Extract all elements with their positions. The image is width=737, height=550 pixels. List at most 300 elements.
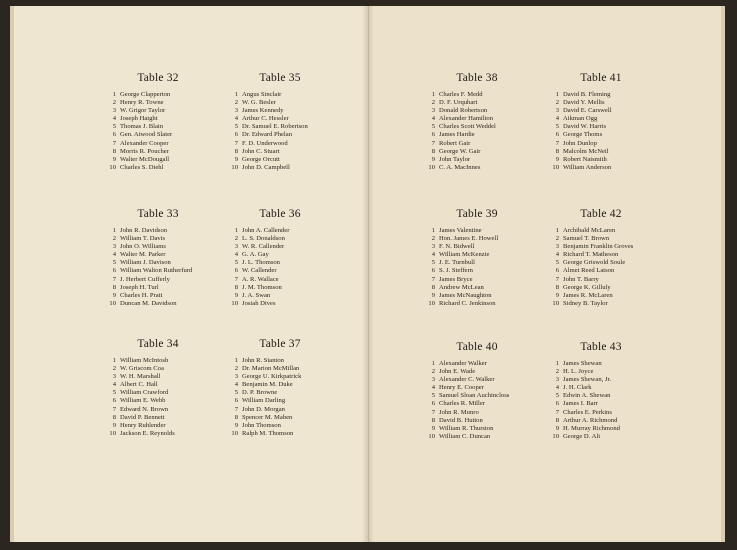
guest-name: James R. McLaren <box>563 291 613 299</box>
seat-number: 4 <box>431 115 435 123</box>
seat-number: 4 <box>112 381 116 389</box>
guest-list <box>226 357 356 438</box>
seat-number: 3 <box>112 373 116 381</box>
guest-name: W. H. Marshall <box>120 373 161 381</box>
guest-row <box>423 376 553 384</box>
seating-table <box>104 208 234 308</box>
seating-table <box>547 72 677 172</box>
seating-table <box>547 341 677 441</box>
guest-row <box>547 259 677 267</box>
guest-row <box>226 276 356 284</box>
guest-row <box>104 164 234 172</box>
seating-table <box>423 208 553 308</box>
guest-row <box>226 389 356 397</box>
guest-list <box>104 227 234 308</box>
guest-name: J. L. Thomson <box>242 259 280 267</box>
guest-row <box>547 368 677 376</box>
guest-name: W. Grigor Taylor <box>120 107 166 115</box>
seat-number: 10 <box>428 299 435 307</box>
seat-number: 8 <box>234 283 238 291</box>
guest-row <box>104 267 234 275</box>
seat-number: 5 <box>555 392 559 400</box>
guest-name: John A. Callender <box>242 227 290 234</box>
guest-row <box>104 422 234 430</box>
guest-row <box>226 107 356 115</box>
seat-number: 7 <box>431 275 435 283</box>
seat-number: 5 <box>555 123 559 131</box>
guest-name: George Clapperton <box>120 91 171 98</box>
table-title: Table 39 <box>456 208 498 220</box>
guest-row <box>104 284 234 292</box>
guest-name: Sidney B. Taylor <box>563 299 608 307</box>
guest-name: Malcolm McNeil <box>563 147 609 155</box>
seat-number: 1 <box>234 91 238 98</box>
guest-row <box>104 259 234 267</box>
guest-row <box>547 140 677 148</box>
guest-name: John R. Munro <box>439 408 479 416</box>
guest-name: Thomas J. Blain <box>120 123 164 131</box>
guest-name: William E. Webb <box>120 397 166 405</box>
seat-number: 10 <box>552 299 559 307</box>
guest-row <box>423 123 553 131</box>
seat-number: 8 <box>234 147 238 155</box>
guest-name: J. A. Swan <box>242 291 271 299</box>
book-spine <box>362 6 374 542</box>
guest-row <box>423 284 553 292</box>
seat-number: 2 <box>555 235 559 243</box>
seat-number: 3 <box>234 243 238 251</box>
seat-number: 8 <box>234 413 238 421</box>
page-edge-right <box>721 6 725 542</box>
guest-name: Duncan M. Davidson <box>120 299 177 307</box>
guest-row <box>226 422 356 430</box>
guest-row <box>547 123 677 131</box>
guest-name: Hon. James E. Howell <box>439 235 499 243</box>
table-title: Table 35 <box>259 72 301 84</box>
guest-name: Dr. Marion McMillan <box>242 365 300 373</box>
guest-name: Alexander Cooper <box>120 139 169 147</box>
seat-number: 9 <box>234 421 238 429</box>
seat-number: 7 <box>431 408 435 416</box>
guest-row <box>226 123 356 131</box>
seat-number: 9 <box>112 155 116 163</box>
seat-number: 8 <box>431 147 435 155</box>
guest-name: Benjamin Franklin Groves <box>563 243 634 251</box>
guest-name: Arthur A. Richmond <box>563 416 618 424</box>
guest-row <box>226 373 356 381</box>
seat-number: 6 <box>431 400 435 408</box>
guest-name: Samuel Sloan Auchincloss <box>439 392 510 400</box>
guest-row <box>423 243 553 251</box>
guest-row <box>547 417 677 425</box>
seat-number: 8 <box>112 283 116 291</box>
guest-row <box>547 284 677 292</box>
guest-row <box>547 235 677 243</box>
seat-number: 3 <box>431 107 435 115</box>
guest-row <box>226 292 356 300</box>
guest-row <box>226 300 356 308</box>
guest-row <box>423 131 553 139</box>
seat-number: 9 <box>555 424 559 432</box>
guest-row <box>547 300 677 308</box>
guest-row <box>104 397 234 405</box>
guest-row <box>547 115 677 123</box>
guest-name: Gen. Atwood Slater <box>120 131 173 139</box>
seat-number: 9 <box>431 155 435 163</box>
guest-name: L. S. Donaldson <box>242 235 285 243</box>
guest-row <box>226 251 356 259</box>
seat-number: 2 <box>234 365 238 373</box>
guest-name: James Hardie <box>439 131 475 139</box>
seat-number: 4 <box>234 381 238 389</box>
seat-number: 6 <box>555 131 559 139</box>
table-title: Table 38 <box>456 72 498 84</box>
guest-row <box>226 381 356 389</box>
guest-name: Joseph Haight <box>120 115 158 123</box>
seat-number: 5 <box>234 389 238 397</box>
guest-name: William McKenzie <box>439 251 490 259</box>
guest-name: Albert C. Hall <box>120 381 158 389</box>
seat-number: 1 <box>234 227 238 234</box>
seat-number: 8 <box>112 413 116 421</box>
seat-number: 5 <box>431 259 435 267</box>
guest-row <box>423 99 553 107</box>
guest-row <box>226 267 356 275</box>
guest-row <box>547 164 677 172</box>
seat-number: 1 <box>112 227 116 234</box>
seat-number: 8 <box>555 283 559 291</box>
guest-row <box>547 360 677 368</box>
seat-number: 2 <box>431 235 435 243</box>
guest-row <box>423 400 553 408</box>
guest-name: Arthur C. Hessler <box>242 115 289 123</box>
seat-number: 4 <box>555 115 559 123</box>
guest-row <box>547 251 677 259</box>
seat-number: 10 <box>428 163 435 171</box>
seat-number: 6 <box>234 267 238 275</box>
guest-row <box>547 433 677 441</box>
guest-row <box>226 148 356 156</box>
seat-number: 1 <box>555 227 559 234</box>
seat-number: 5 <box>112 259 116 267</box>
guest-list <box>423 227 553 308</box>
guest-name: Josiah Dives <box>242 299 276 307</box>
seat-number: 7 <box>112 139 116 147</box>
guest-row <box>423 148 553 156</box>
guest-row <box>104 373 234 381</box>
seat-number: 10 <box>231 429 238 437</box>
seat-number: 6 <box>234 397 238 405</box>
guest-name: John Thomson <box>242 421 281 429</box>
table-title: Table 32 <box>137 72 179 84</box>
seat-number: 7 <box>112 275 116 283</box>
guest-row <box>423 384 553 392</box>
seat-number: 4 <box>431 251 435 259</box>
guest-row <box>104 156 234 164</box>
guest-row <box>104 99 234 107</box>
guest-name: Richard C. Jenkinson <box>439 299 496 307</box>
seat-number: 3 <box>112 243 116 251</box>
guest-name: Charles H. Pratt <box>120 291 163 299</box>
guest-row <box>226 430 356 438</box>
guest-row <box>104 123 234 131</box>
seat-number: 6 <box>431 131 435 139</box>
guest-name: Spencer M. Maben <box>242 413 293 421</box>
guest-name: James I. Barr <box>563 400 598 408</box>
guest-row <box>547 392 677 400</box>
table-title: Table 33 <box>137 208 179 220</box>
guest-list <box>547 227 677 308</box>
guest-row <box>104 243 234 251</box>
table-title: Table 43 <box>580 341 622 353</box>
guest-row <box>547 156 677 164</box>
guest-row <box>104 91 234 99</box>
guest-name: John Dunlop <box>563 139 597 147</box>
guest-row <box>423 107 553 115</box>
guest-row <box>226 227 356 235</box>
guest-row <box>104 276 234 284</box>
seat-number: 2 <box>112 99 116 107</box>
seat-number: 4 <box>555 384 559 392</box>
guest-name: Alexander Hamilton <box>439 115 494 123</box>
seat-number: 1 <box>112 357 116 364</box>
seat-number: 10 <box>428 432 435 440</box>
seat-number: 1 <box>431 227 435 234</box>
seat-number: 3 <box>555 243 559 251</box>
guest-name: David Y. Mellis <box>563 99 605 107</box>
guest-name: H. L. Joyce <box>563 368 594 376</box>
guest-row <box>226 99 356 107</box>
guest-row <box>104 300 234 308</box>
guest-row <box>104 235 234 243</box>
guest-row <box>104 357 234 365</box>
seat-number: 5 <box>234 259 238 267</box>
guest-name: Jackson E. Reynolds <box>120 429 175 437</box>
seat-number: 8 <box>555 147 559 155</box>
seating-table <box>104 338 234 438</box>
guest-name: J. Herbert Cufferly <box>120 275 170 283</box>
guest-name: Joseph H. Turl <box>120 283 159 291</box>
guest-row <box>423 227 553 235</box>
seat-number: 3 <box>431 243 435 251</box>
seat-number: 5 <box>431 123 435 131</box>
seat-number: 4 <box>234 115 238 123</box>
guest-row <box>226 91 356 99</box>
guest-name: Samuel T. Brown <box>563 235 610 243</box>
guest-row <box>104 115 234 123</box>
guest-name: Charles Scott Weddel <box>439 123 496 131</box>
guest-row <box>423 360 553 368</box>
seat-number: 3 <box>555 376 559 384</box>
guest-name: George K. Gilluly <box>563 283 611 291</box>
guest-row <box>547 267 677 275</box>
guest-row <box>423 409 553 417</box>
guest-row <box>104 365 234 373</box>
guest-row <box>226 406 356 414</box>
seat-number: 7 <box>555 139 559 147</box>
seat-number: 9 <box>112 421 116 429</box>
guest-name: John D. Morgan <box>242 405 285 413</box>
table-title: Table 42 <box>580 208 622 220</box>
guest-name: John T. Barry <box>563 275 599 283</box>
guest-row <box>547 131 677 139</box>
guest-name: G. A. Gay <box>242 251 269 259</box>
guest-name: John R. Davidson <box>120 227 168 234</box>
guest-row <box>423 292 553 300</box>
guest-name: Dr. Edward Phelan <box>242 131 292 139</box>
guest-name: J. E. Turnbull <box>439 259 475 267</box>
guest-list <box>547 360 677 441</box>
guest-row <box>423 368 553 376</box>
guest-name: William Walton Rutherfurd <box>120 267 193 275</box>
guest-name: William Darling <box>242 397 286 405</box>
guest-name: Benjamin M. Duke <box>242 381 293 389</box>
seat-number: 1 <box>112 91 116 98</box>
guest-name: William J. Davison <box>120 259 171 267</box>
guest-row <box>226 365 356 373</box>
guest-row <box>226 164 356 172</box>
seat-number: 8 <box>112 147 116 155</box>
guest-name: Donald Robertson <box>439 107 488 115</box>
seating-table <box>104 72 234 172</box>
seat-number: 1 <box>555 91 559 98</box>
guest-row <box>547 91 677 99</box>
guest-name: David P. Bennett <box>120 413 165 421</box>
seat-number: 7 <box>234 405 238 413</box>
guest-name: D. F. Urquhart <box>439 99 478 107</box>
guest-list <box>104 357 234 438</box>
guest-name: Angus Sinclair <box>242 91 282 98</box>
guest-name: James McNaughton <box>439 291 492 299</box>
guest-row <box>547 409 677 417</box>
guest-name: Alexander C. Walker <box>439 376 495 384</box>
guest-name: James Shewan, Jr. <box>563 376 611 384</box>
guest-list <box>423 360 553 441</box>
seat-number: 8 <box>431 416 435 424</box>
seat-number: 10 <box>552 163 559 171</box>
guest-name: John D. Campbell <box>242 163 290 171</box>
seat-number: 2 <box>234 99 238 107</box>
seat-number: 7 <box>431 139 435 147</box>
guest-name: William T. Davis <box>120 235 166 243</box>
guest-name: H. Murray Richmond <box>563 424 620 432</box>
seat-number: 1 <box>234 357 238 364</box>
guest-row <box>423 164 553 172</box>
seat-number: 6 <box>431 267 435 275</box>
guest-name: W. R. Callender <box>242 243 285 251</box>
seat-number: 8 <box>555 416 559 424</box>
guest-row <box>547 276 677 284</box>
guest-name: Henry Ruhlender <box>120 421 166 429</box>
guest-name: Aikman Ogg <box>563 115 598 123</box>
guest-name: Archibald McLaren <box>563 227 616 234</box>
table-title: Table 36 <box>259 208 301 220</box>
seat-number: 7 <box>112 405 116 413</box>
seat-number: 4 <box>112 115 116 123</box>
seat-number: 6 <box>112 267 116 275</box>
seat-number: 6 <box>234 131 238 139</box>
guest-name: Dr. Samuel E. Robertson <box>242 123 308 131</box>
guest-row <box>226 140 356 148</box>
guest-row <box>547 384 677 392</box>
guest-row <box>226 414 356 422</box>
guest-row <box>547 425 677 433</box>
guest-name: Edwin A. Shewan <box>563 392 611 400</box>
seat-number: 5 <box>555 259 559 267</box>
guest-name: George U. Kirkpatrick <box>242 373 302 381</box>
guest-row <box>104 227 234 235</box>
guest-name: Edward N. Brown <box>120 405 169 413</box>
seat-number: 9 <box>431 291 435 299</box>
guest-row <box>547 107 677 115</box>
guest-row <box>423 156 553 164</box>
seat-number: 9 <box>555 291 559 299</box>
seat-number: 9 <box>431 424 435 432</box>
guest-row <box>104 131 234 139</box>
seat-number: 2 <box>431 368 435 376</box>
seat-number: 2 <box>234 235 238 243</box>
guest-row <box>423 300 553 308</box>
guest-name: John Taylor <box>439 155 471 163</box>
seat-number: 10 <box>109 163 116 171</box>
guest-name: James Kennedy <box>242 107 284 115</box>
seat-number: 1 <box>555 360 559 367</box>
guest-row <box>423 417 553 425</box>
seat-number: 3 <box>555 107 559 115</box>
seat-number: 6 <box>112 397 116 405</box>
guest-row <box>104 414 234 422</box>
seating-table <box>547 208 677 308</box>
guest-name: Walter M. Parker <box>120 251 166 259</box>
guest-list <box>226 91 356 172</box>
guest-name: Alexander Walker <box>439 360 487 367</box>
seating-table <box>226 208 356 308</box>
guest-name: Walter McDougall <box>120 155 170 163</box>
seat-number: 10 <box>109 429 116 437</box>
table-title: Table 34 <box>137 338 179 350</box>
guest-row <box>104 251 234 259</box>
seat-number: 6 <box>555 267 559 275</box>
guest-name: Charles S. Diehl <box>120 163 164 171</box>
guest-name: James Shewan <box>563 360 602 367</box>
guest-name: James Bryce <box>439 275 473 283</box>
seat-number: 5 <box>234 123 238 131</box>
seating-table <box>423 72 553 172</box>
guest-row <box>226 397 356 405</box>
guest-name: Richard T. Matheson <box>563 251 619 259</box>
guest-name: W. Griscom Coa <box>120 365 164 373</box>
seat-number: 2 <box>112 235 116 243</box>
guest-row <box>547 243 677 251</box>
guest-name: C. A. MacInnes <box>439 163 481 171</box>
seat-number: 7 <box>555 275 559 283</box>
guest-name: F. D. Underwood <box>242 139 288 147</box>
guest-row <box>423 425 553 433</box>
guest-row <box>547 400 677 408</box>
guest-row <box>104 148 234 156</box>
guest-row <box>104 430 234 438</box>
guest-name: J. H. Clark <box>563 384 592 392</box>
guest-name: David W. Harris <box>563 123 607 131</box>
table-title: Table 40 <box>456 341 498 353</box>
seat-number: 8 <box>431 283 435 291</box>
seat-number: 9 <box>234 155 238 163</box>
seat-number: 2 <box>431 99 435 107</box>
guest-list <box>423 91 553 172</box>
guest-row <box>423 267 553 275</box>
guest-name: Charles E. Perkins <box>563 408 612 416</box>
guest-name: A. R. Wallace <box>242 275 279 283</box>
